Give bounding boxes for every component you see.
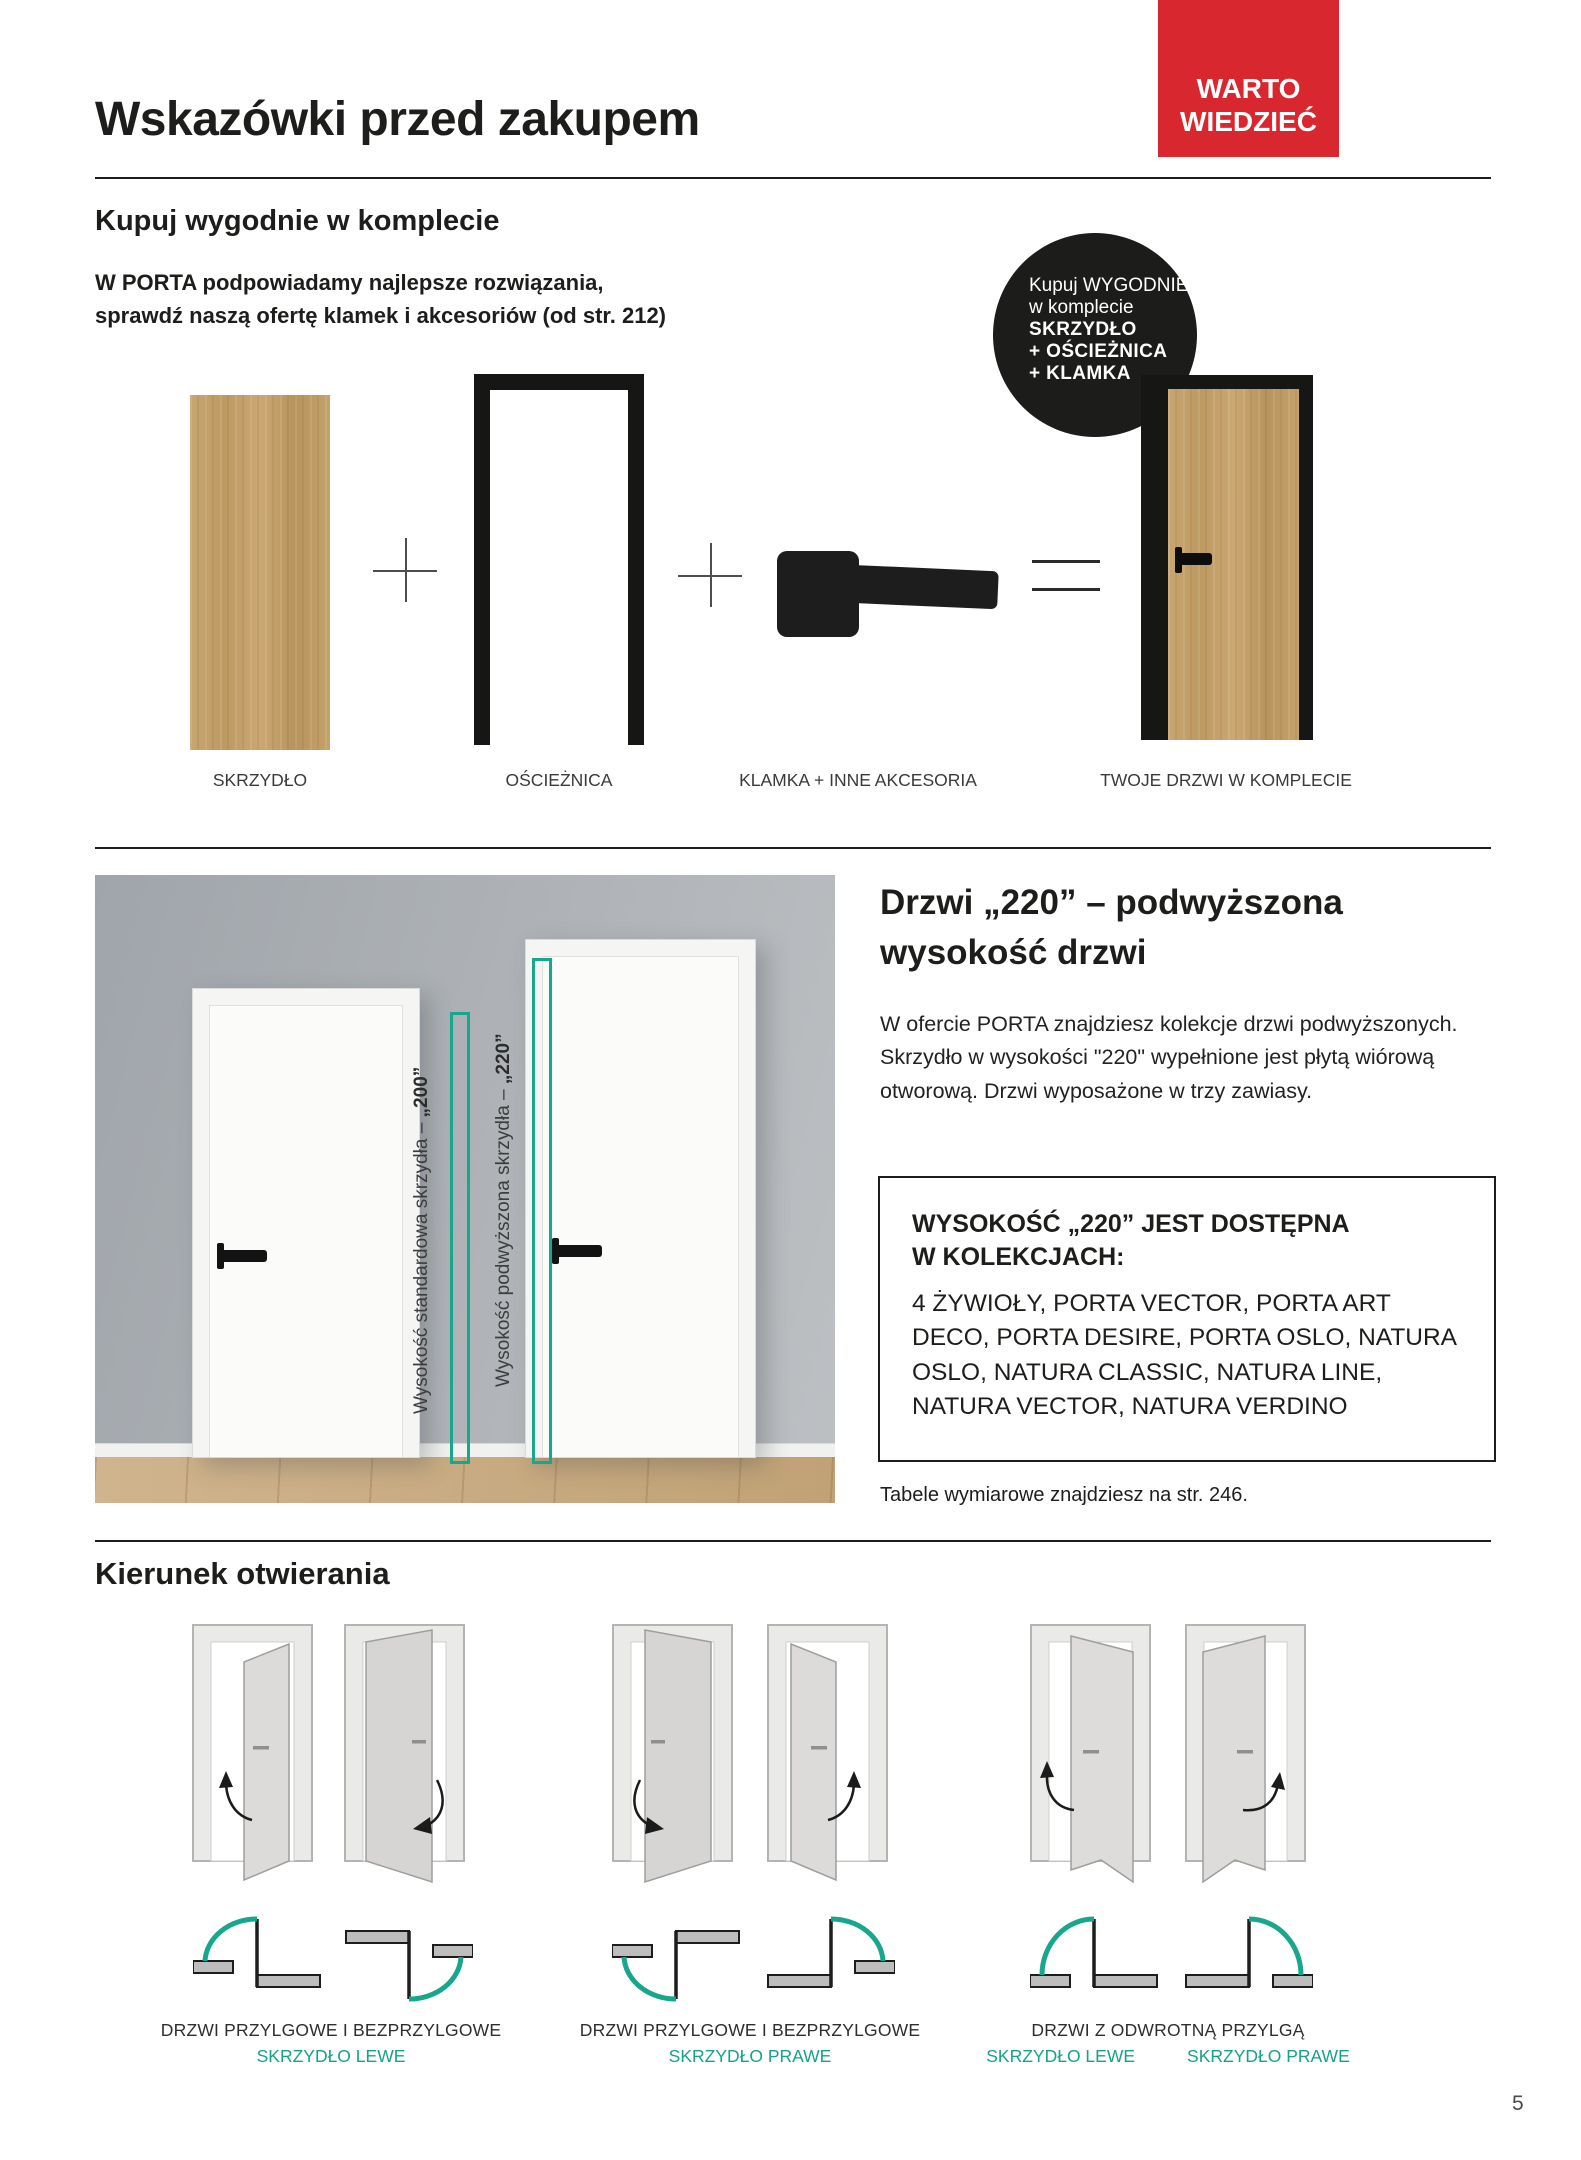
door-handle-lever — [845, 565, 999, 610]
measure-bracket-220 — [532, 958, 552, 1464]
measure-label-200: Wysokość standardowa skrzydła – „200” — [411, 1066, 432, 1414]
door-swing-plan-icon — [193, 1903, 321, 2015]
open-door-illustration — [190, 1622, 315, 1884]
door-swing-plan-icon — [1030, 1903, 1158, 2015]
direction-heading: Kierunek otwierania — [95, 1556, 390, 1591]
section-divider — [95, 1540, 1491, 1542]
component-label: OŚCIEŻNICA — [505, 770, 613, 790]
direction-group-label: DRZWI PRZYLGOWE I BEZPRZYLGOWE SKRZYDŁO PRAWE — [579, 2020, 921, 2066]
door-swing-plan-icon — [612, 1903, 740, 2015]
promo-line: + OŚCIEŻNICA — [1029, 341, 1168, 362]
bundle-intro — [95, 266, 666, 332]
direction-group-label: DRZWI PRZYLGOWE I BEZPRZYLGOWE SKRZYDŁO LEWE — [160, 2020, 502, 2066]
badge-line: WARTO — [1196, 72, 1301, 104]
collections-box — [878, 1176, 1496, 1462]
box-collections: 4 ŻYWIOŁY, PORTA VECTOR, PORTA ART DECO, PORTA DESIRE, PORTA OSLO, NATURA OSLO, NATURA CLASSIC, NATURA LINE, NATURA VECTOR, NATURA VERDINO — [912, 1290, 1456, 1420]
handle-icon — [1180, 553, 1212, 565]
direction-group-label: DRZWI Z ODWROTNĄ PRZYLGĄ SKRZYDŁO LEWE SKRZYDŁO PRAWE — [986, 2020, 1350, 2066]
photo-door-standard — [192, 988, 420, 1458]
complete-door-image — [1141, 375, 1313, 740]
open-door-illustration — [342, 1622, 467, 1884]
open-door-illustration — [765, 1622, 890, 1884]
wing-label: SKRZYDŁO LEWE — [986, 2046, 1136, 2066]
badge-line: WIEDZIEĆ — [1180, 106, 1317, 138]
promo-line: + KLAMKA — [1029, 363, 1131, 384]
photo-door-raised — [525, 939, 756, 1458]
open-door-illustration — [1028, 1622, 1153, 1884]
open-door-illustration — [1183, 1622, 1308, 1884]
plus-icon — [678, 543, 742, 607]
header-divider — [95, 177, 1491, 179]
plus-icon — [373, 538, 437, 602]
door-swing-plan-icon — [345, 1903, 473, 2015]
measure-label-220: Wysokość podwyższona skrzydła – „220” — [493, 1033, 514, 1387]
component-label: TWOJE DRZWI W KOMPLECIE — [1100, 770, 1352, 790]
page-number: 5 — [1512, 2092, 1524, 2115]
height220-heading: Drzwi „220” – podwyższona wysokość drzwi — [880, 883, 1343, 972]
doors-photo — [95, 875, 835, 1503]
component-label: SKRZYDŁO — [212, 770, 308, 790]
measure-bracket-200 — [450, 1012, 470, 1464]
wing-label: SKRZYDŁO PRAWE — [1187, 2046, 1350, 2066]
handle-icon — [221, 1250, 267, 1262]
component-label: KLAMKA + INNE AKCESORIA — [739, 770, 977, 790]
promo-line: w komplecie — [1029, 297, 1134, 318]
door-frame-image — [474, 374, 644, 745]
section-divider — [95, 847, 1491, 849]
wing-label: SKRZYDŁO PRAWE — [668, 2046, 832, 2066]
door-swing-plan-icon — [767, 1903, 895, 2015]
bundle-intro-line: sprawdź naszą ofertę klamek i akcesoriów (od str. 212) — [95, 303, 667, 328]
dimension-note: Tabele wymiarowe znajdziesz na str. 246. — [880, 1484, 1248, 1506]
door-swing-plan-icon — [1185, 1903, 1313, 2015]
door-leaf-image — [190, 395, 330, 750]
promo-line: SKRZYDŁO — [1029, 319, 1137, 340]
warto-wiedziec-badge — [1158, 0, 1339, 157]
handle-icon — [556, 1245, 602, 1257]
equals-icon — [1032, 560, 1100, 592]
height220-paragraph: W ofercie PORTA znajdziesz kolekcje drzwi podwyższonych. Skrzydło w wysokości "220" wypełnione jest płytą wiórową otworową. Drzwi wyposażone w trzy zawiasy. — [880, 1012, 1458, 1103]
open-door-illustration — [610, 1622, 735, 1884]
bundle-heading: Kupuj wygodnie w komplecie — [95, 205, 500, 237]
wing-label: SKRZYDŁO LEWE — [256, 2046, 406, 2066]
bundle-intro-line: W PORTA podpowiadamy najlepsze rozwiązania, — [95, 270, 604, 295]
box-title: WYSOKOŚĆ „220” JEST DOSTĘPNA W KOLEKCJACH: — [912, 1210, 1350, 1271]
page-title: Wskazówki przed zakupem — [95, 93, 700, 146]
promo-line: Kupuj WYGODNIE — [1029, 275, 1189, 296]
